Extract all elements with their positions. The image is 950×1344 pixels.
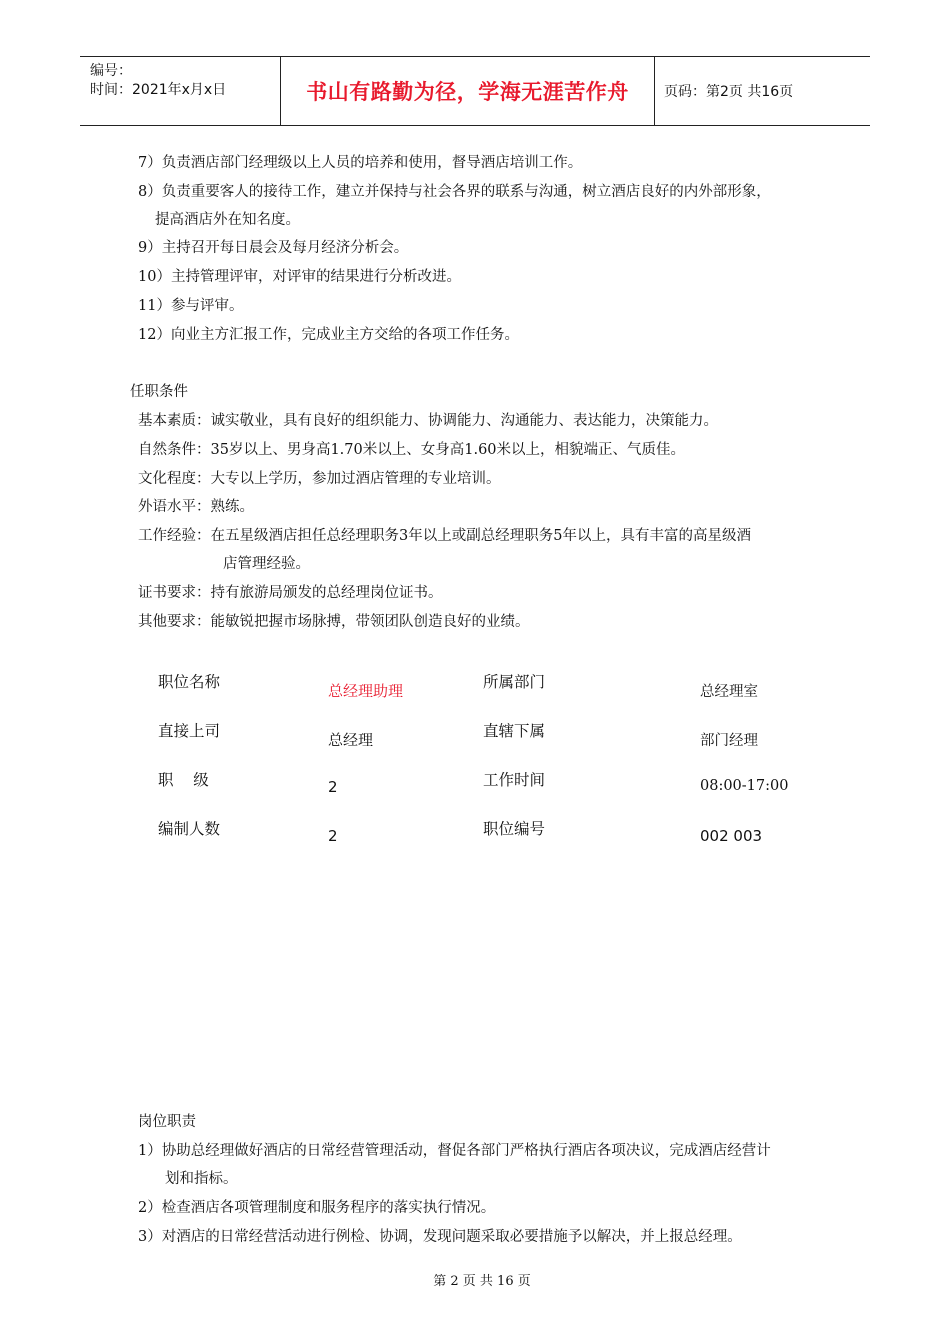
- duty-item-continuation: 划和指标。: [165, 1171, 238, 1187]
- working-hours-label: 工作时间: [483, 771, 546, 789]
- section-title-requirements: 任职条件: [130, 384, 188, 400]
- position-name-value: 总经理助理: [328, 682, 404, 700]
- superior-value: 总经理: [328, 731, 374, 749]
- subordinate-label: 直辖下属: [483, 722, 546, 740]
- position-code-value: 002 003: [700, 827, 763, 845]
- department-value: 总经理室: [700, 684, 758, 700]
- header-meta: [80, 57, 281, 125]
- section-title-duties: 岗位职责: [138, 1114, 196, 1130]
- position-code-label: 职位编号: [483, 820, 546, 838]
- requirement-item: 自然条件：35岁以上、男身高1.70米以上、女身高1.60米以上，相貌端正、气质佳。: [138, 442, 686, 458]
- header-motto: 书山有路勤为径，学海无涯苦作舟: [281, 57, 655, 125]
- department-label: 所属部门: [483, 673, 546, 691]
- duty-item: 1）协助总经理做好酒店的日常经营管理活动，督促各部门严格执行酒店各项决议，完成酒店经营计: [138, 1143, 771, 1159]
- page-header: [80, 56, 870, 126]
- headcount-value: 2: [328, 827, 338, 845]
- header-page-info: 页码：第2页 共16页: [664, 84, 794, 100]
- level-label: 职 级: [158, 771, 209, 789]
- document-number-label: 编号：: [90, 63, 132, 79]
- duty-item: 10）主持管理评审，对评审的结果进行分析改进。: [138, 269, 461, 285]
- requirement-item: 文化程度：大专以上学历，参加过酒店管理的专业培训。: [138, 471, 501, 487]
- subordinate-value: 部门经理: [700, 733, 758, 749]
- document-date: 时间：2021年x月x日: [90, 82, 227, 98]
- duty-item: 11）参与评审。: [138, 298, 244, 314]
- headcount-label: 编制人数: [158, 820, 221, 838]
- duty-item: 12）向业主方汇报工作，完成业主方交给的各项工作任务。: [138, 327, 519, 343]
- requirement-item: 基本素质：诚实敬业，具有良好的组织能力、协调能力、沟通能力、表达能力，决策能力。: [138, 413, 718, 429]
- requirement-item-continuation: 店管理经验。: [223, 556, 310, 572]
- position-name-label: 职位名称: [158, 673, 221, 691]
- superior-label: 直接上司: [158, 722, 221, 740]
- working-hours-value: 08:00-17:00: [700, 778, 789, 794]
- duty-item: 2）检查酒店各项管理制度和服务程序的落实执行情况。: [138, 1200, 496, 1216]
- requirement-item: 证书要求：持有旅游局颁发的总经理岗位证书。: [138, 585, 443, 601]
- duty-item: 8）负责重要客人的接待工作，建立并保持与社会各界的联系与沟通，树立酒店良好的内外部形象，: [138, 184, 771, 200]
- level-value: 2: [328, 778, 338, 796]
- duty-item: 3）对酒店的日常经营活动进行例检、协调，发现问题采取必要措施予以解决，并上报总经理。: [138, 1229, 742, 1245]
- requirement-item: 外语水平：熟练。: [138, 499, 254, 515]
- duty-item-continuation: 提高酒店外在知名度。: [155, 212, 300, 228]
- page-footer: 第 2 页 共 16 页: [433, 1274, 531, 1289]
- requirement-item: 工作经验：在五星级酒店担任总经理职务3年以上或副总经理职务5年以上，具有丰富的高星级酒: [138, 528, 751, 544]
- duty-item: 7）负责酒店部门经理级以上人员的培养和使用，督导酒店培训工作。: [138, 155, 583, 171]
- requirement-item: 其他要求：能敏锐把握市场脉搏，带领团队创造良好的业绩。: [138, 614, 530, 630]
- duty-item: 9）主持召开每日晨会及每月经济分析会。: [138, 240, 409, 256]
